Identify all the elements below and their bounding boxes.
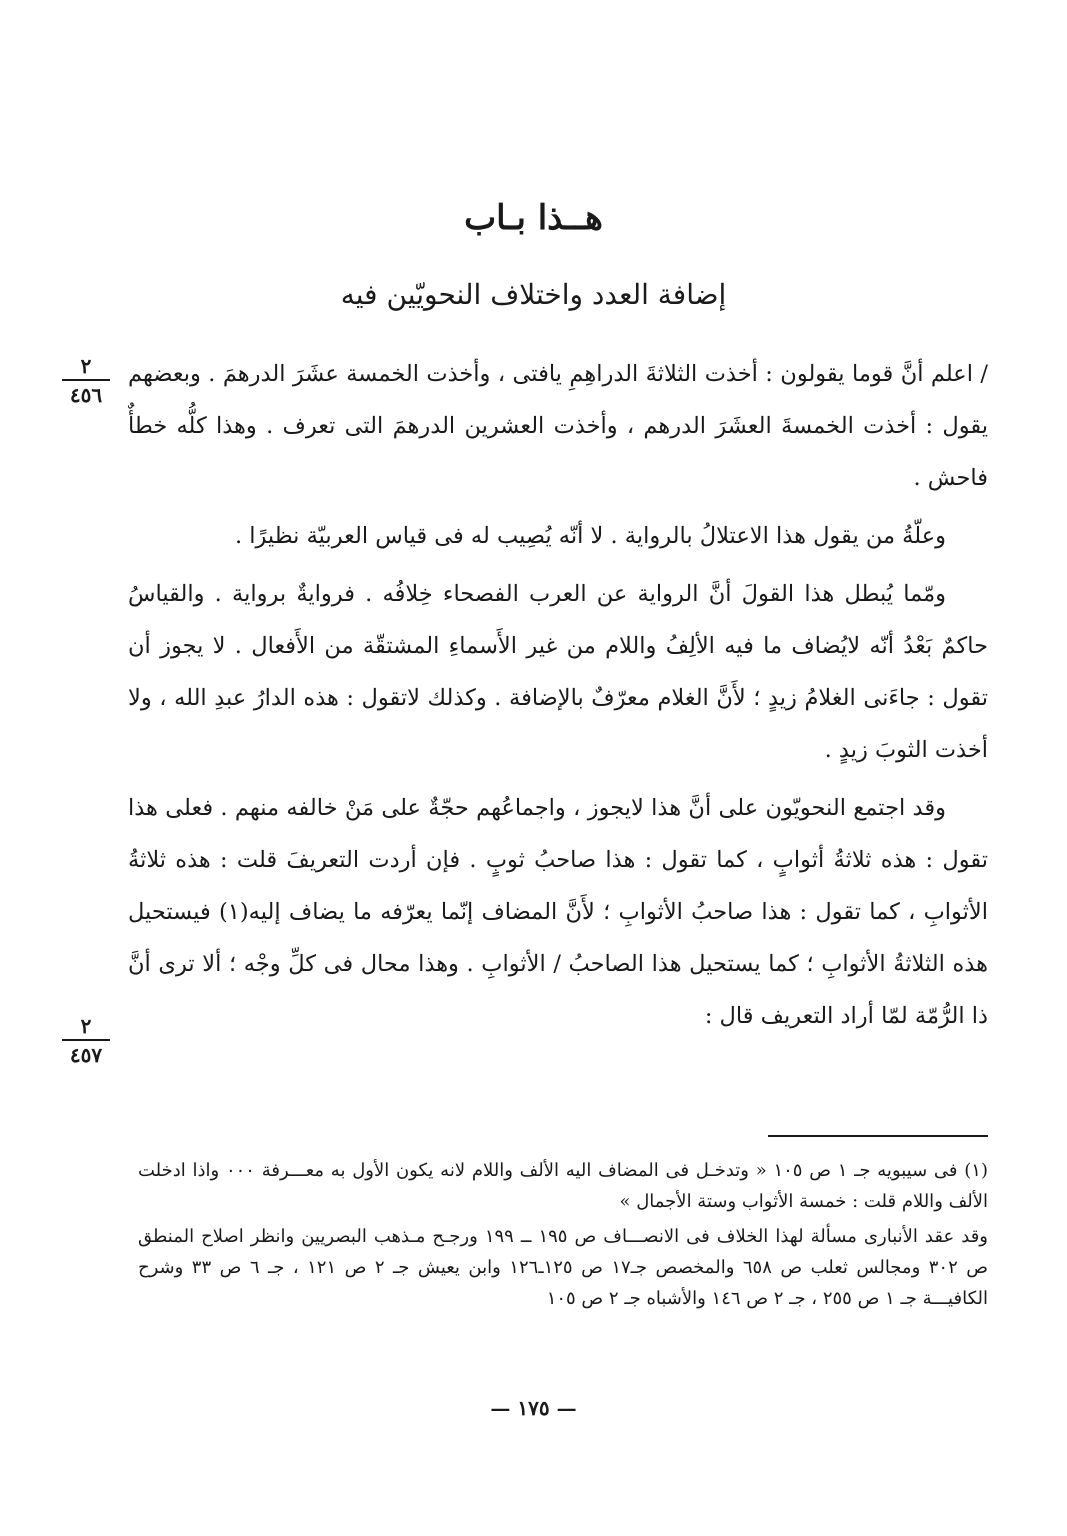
margin-reference xyxy=(58,1016,114,1065)
paragraph: ومّما يُبطل هذا القولَ أنَّ الرواية عن العرب الفصحاء خِلافُه . فروايةٌ برواية . والقياسُ حاكمٌ بَعْدُ أنّه لايُضاف ما فيه الألِفُ واللام من غير الأَسماءِ المشتقّة من الأَفعال . لا يجوز أن تقول : جاءَنى الغلامُ زيدٍ ؛ لأَنَّ الغلام معرّفٌ بالإضافة . وكذلك لاتقول : هذه الدارُ عبدِ الله ، ولا أخذت الثوبَ زيدٍ . xyxy=(128,581,988,763)
footnotes xyxy=(138,1155,988,1314)
margin-reference-page: ٤٥٧ xyxy=(69,1043,103,1067)
chapter-subtitle: إضافة العدد واختلاف النحويّين فيه xyxy=(340,278,727,311)
footnote: (١) فى سيبويه جـ ١ ص ١٠٥ « وتدخـل فى المضاف اليه الألف واللام لانه يكون الأول به معـــرفة ٠٠٠ واذا ادخلت الألف واللام قلت : خمسة الأثواب وستة الأجمال » xyxy=(138,1160,988,1212)
margin-reference-page: ٤٥٦ xyxy=(69,383,103,407)
paragraph: / اعلم أنَّ قوما يقولون : أخذت الثلاثةَ الدراهِمِ يافتى ، وأخذت الخمسة عشَرَ الدرهمَ . وبعضهم يقول : أخذت الخمسةَ العشَرَ الدرهم ، وأخذت العشرين الدرهمَ التى تعرف . وهذا كلُّه خطأٌ فاحش . xyxy=(128,361,988,491)
paragraph: وعلّةُ من يقول هذا الاعتلالُ بالرواية . لا أنّه يُصِيب له فى قياس العربيّة نظيرًا . xyxy=(234,523,946,549)
paragraph: وقد اجتمع النحويّون على أنَّ هذا لايجوز ، واجماعُهم حجّةٌ على مَنْ خالفه منهم . فعلى هذا تقول : هذه ثلاثةُ أثوابٍ ، كما تقول : هذا صاحبُ ثوبٍ . فإن أردت التعريفَ قلت : هذه ثلاثةُ الأثوابِ ، كما تقول : هذا صاحبُ الأثوابِ ؛ لأَنَّ المضاف إنّما يعرّفه ما يضاف إليه(١) فيستحيل هذه الثلاثةُ الأثوابِ ؛ كما يستحيل هذا الصاحبُ / الأثوابِ . وهذا محال فى كلِّ وجْه ؛ ألا ترى أنَّ ذا الرُّمّة لمّا أراد التعريف قال : xyxy=(128,795,988,1029)
footnote-divider xyxy=(768,1135,988,1137)
page-number: — ١٧٥ — xyxy=(490,1396,577,1420)
margin-reference xyxy=(58,356,114,405)
main-text xyxy=(128,348,988,1048)
margin-reference-volume: ٢ xyxy=(80,354,92,378)
margin-reference-volume: ٢ xyxy=(80,1014,92,1038)
chapter-title: هــذا بـاب xyxy=(464,198,603,238)
footnote: وقد عقد الأنبارى مسألة لهذا الخلاف فى الانصـــاف ص ١٩٥ ــ ١٩٩ ورجـح مـذهب البصريين وانظر اصلاح المنطق ص ٣٠٢ ومجالس ثعلب ص ٦٥٨ والمخصص جـ١٧ ص ١٢٥ـ١٢٦ وابن يعيش جـ ٢ ص ١٢١ ، جـ ٦ ص ٣٣ وشرح الكافيـــة جـ ١ ص ٢٥٥ ، جـ ٢ ص ١٤٦ والأشباه جـ ٢ ص ١٠٥ xyxy=(138,1226,989,1309)
